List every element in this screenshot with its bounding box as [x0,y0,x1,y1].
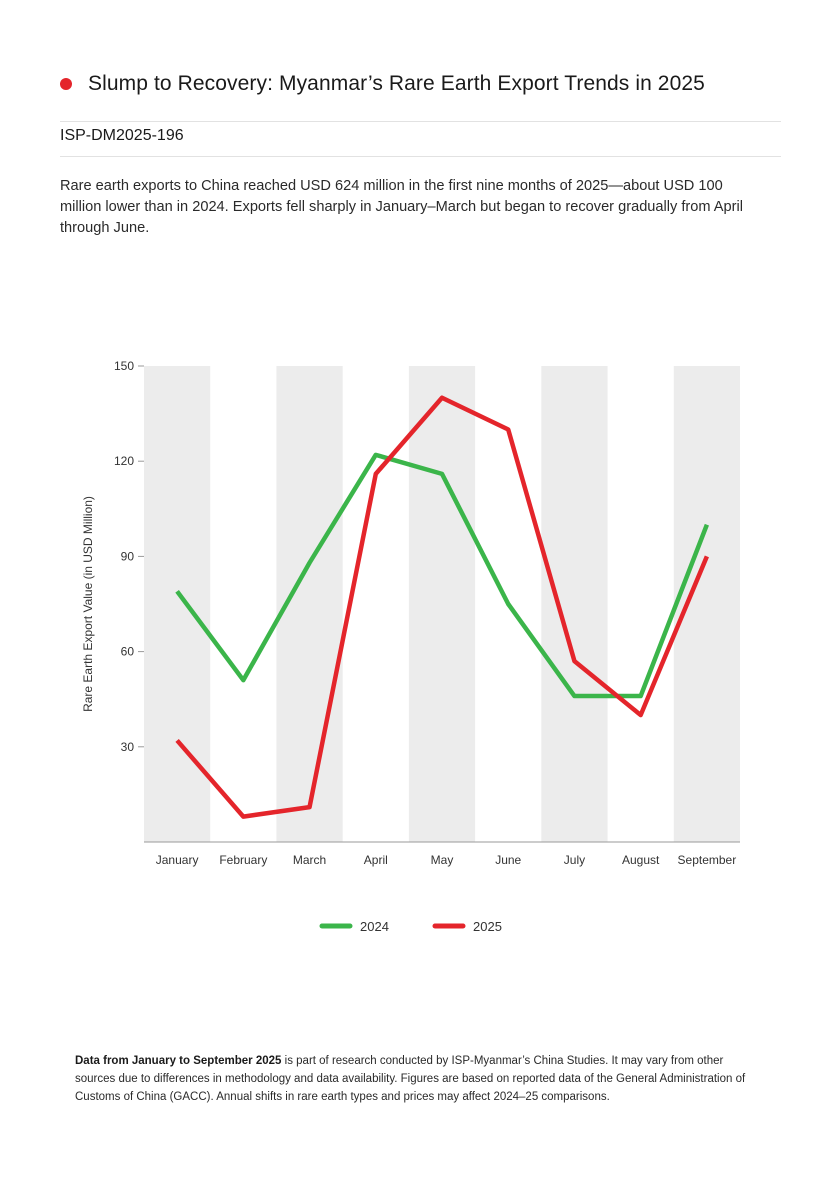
band-september [674,366,740,842]
x-tick-label: July [563,853,586,867]
divider-bottom [60,156,781,157]
title-row [60,72,705,96]
chart-bands [144,366,740,842]
footnote-lead: Data from January to September 2025 [75,1055,282,1067]
band-july [541,366,607,842]
x-tick-label: March [292,853,327,867]
y-tick-label: 150 [113,359,134,373]
chart-legend [322,919,502,934]
x-tick-label: January [155,853,199,867]
band-january [144,366,210,842]
footnote [75,1052,765,1106]
x-tick-label: February [219,853,268,867]
x-tick-label: May [430,853,454,867]
footnote-text: is part of research conducted by ISP-Myanmar’s China Studies. It may vary from other sources due to differences in methodology and data availability. Figures are based on reported data of the General Administration of Customs of China (GACC). Annual shifts in rare earth types and prices may affect 2024–25 comparisons. [75,1055,746,1103]
x-tick-label: September [677,853,737,867]
y-tick-label: 120 [113,454,134,469]
divider-top [60,121,781,122]
band-may [409,366,475,842]
report-id: ISP-DM2025-196 [60,127,184,144]
x-tick-label: August [621,853,660,867]
line-chart [0,340,840,960]
y-tick-label: 30 [120,739,134,754]
x-tick-labels [156,853,736,867]
y-axis-label: Rare Earth Export Value (in USD Million) [81,496,95,712]
summary-paragraph: Rare earth exports to China reached USD 624 million in the first nine months of 2025—about USD 100 million lower than in 2024. Exports fell sharply in January–March but began to recover gradually from April through June. [60,178,744,236]
page-title: Slump to Recovery: Myanmar’s Rare Earth Export Trends in 2025 [88,72,705,95]
x-tick-label: April [363,853,388,867]
y-tick-label: 60 [120,644,134,659]
y-tick-label: 90 [120,549,134,564]
x-tick-label: June [495,853,522,867]
y-tick-labels [114,359,144,754]
title-bullet-icon [60,78,72,90]
legend-label-2025: 2025 [473,919,502,934]
legend-label-2024: 2024 [360,919,389,934]
